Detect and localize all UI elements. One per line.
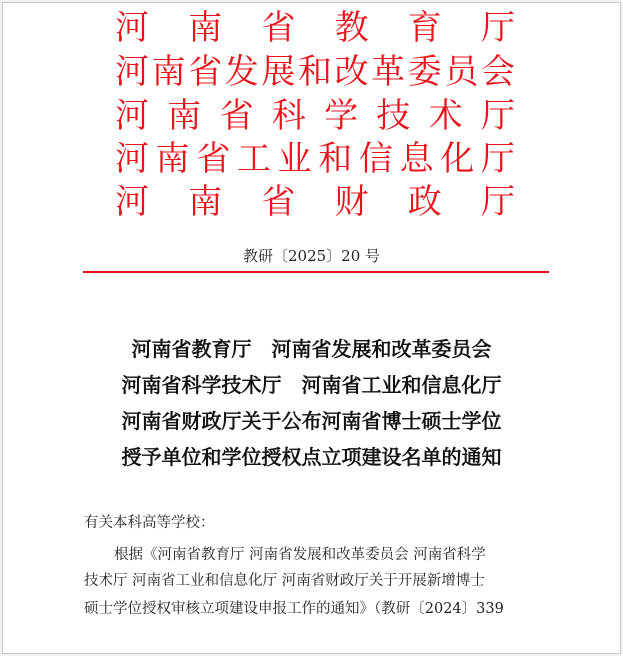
title-line: 河南省科学技术厅 河南省工业和信息化厅 xyxy=(121,373,502,397)
issuer-line-education: 河 南 省 教 育 厅 xyxy=(115,8,515,48)
red-divider-line xyxy=(83,271,549,273)
issuer-line-finance: 河 南 省 财 政 厅 xyxy=(115,182,515,222)
body-line: 技术厅 河南省工业和信息化厅 河南省财政厅关于开展新增博士 xyxy=(84,573,485,589)
issuer-line-science-technology: 河 南 省 科 学 技 术 厅 xyxy=(115,96,515,136)
title-line: 河南省教育厅 河南省发展和改革委员会 xyxy=(131,337,492,361)
title-line: 授予单位和学位授权点立项建设名单的通知 xyxy=(121,445,502,469)
issuer-line-development-reform: 河 南 省 发 展 和 改 革 委 员 会 xyxy=(115,52,515,92)
salutation: 有关本科高等学校： xyxy=(84,515,215,531)
document-number: 教研〔2025〕20 号 xyxy=(242,247,381,265)
document-page xyxy=(2,2,621,654)
issuer-line-industry-it: 河 南 省 工 业 和 信 息 化 厅 xyxy=(115,139,515,179)
body-line: 硕士学位授权审核立项建设申报工作的通知》（教研〔2024〕339 xyxy=(84,601,504,617)
body-line: 根据《河南省教育厅 河南省发展和改革委员会 河南省科学 xyxy=(114,547,486,563)
title-line: 河南省财政厅关于公布河南省博士硕士学位 xyxy=(121,409,502,433)
